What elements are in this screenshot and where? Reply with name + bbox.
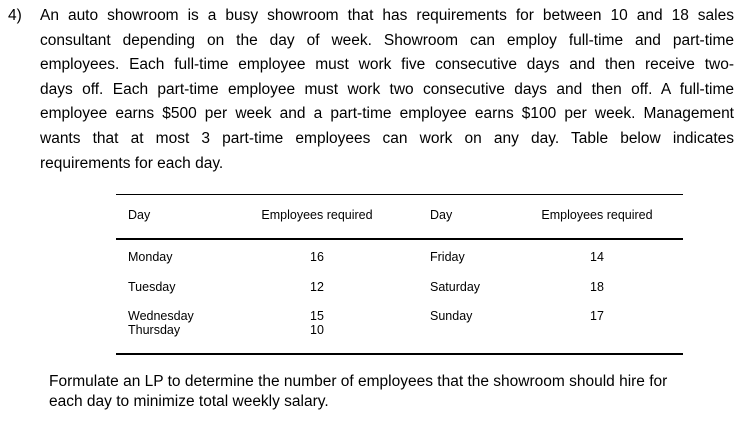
instruction-line: Formulate an LP to determine the number of employees that the showroom should hire for [49, 373, 668, 390]
instruction-text [49, 372, 734, 412]
table-cell-day: Tuesday [128, 280, 176, 294]
question-line: days off. Each part-time employee must work two consecutive days and then off. A full-time [40, 80, 734, 98]
question-line: wants that at most 3 part-time employees can work on any day. Table below indicates [40, 129, 734, 147]
table-cell-day: Sunday [430, 309, 473, 323]
question-line: employees. Each full-time employee must work five consecutive days and then receive two- [40, 56, 734, 74]
question-text [40, 4, 734, 176]
table-header-day: Day [430, 208, 453, 222]
question-line: An auto showroom is a busy showroom that has requirements for between 10 and 18 sales [40, 7, 734, 24]
question-number: 4) [8, 7, 22, 24]
table-cell-day: Saturday [430, 280, 481, 294]
question-line: requirements for each day. [40, 154, 224, 172]
table-cell-day: Wednesday [128, 309, 194, 323]
table-cell-required: 18 [590, 280, 604, 294]
table-cell-required: 17 [590, 309, 604, 323]
table-cell-required: 14 [590, 250, 604, 264]
table-cell-day: Friday [430, 250, 465, 264]
table-cell-day: Thursday [128, 323, 181, 337]
table-cell-required: 15 [310, 309, 324, 323]
table-cell-required: 16 [310, 250, 324, 264]
question-line: consultant depending on the day of week. Showroom can employ full-time and part-time [40, 31, 734, 49]
table-top-rule [116, 194, 683, 195]
question-line: employee earns $500 per week and a part-time employee earns $100 per week. Management [40, 105, 734, 123]
table-header-employees-required: Employees required [261, 208, 373, 222]
table-cell-day: Monday [128, 250, 173, 264]
table-header-employees-required: Employees required [541, 208, 653, 222]
table-bottom-rule [116, 353, 683, 355]
instruction-line: each day to minimize total weekly salary. [49, 393, 329, 410]
table-header-rule [116, 238, 683, 240]
table-cell-required: 10 [310, 323, 324, 337]
table-header-day: Day [128, 208, 151, 222]
table-cell-required: 12 [310, 280, 324, 294]
